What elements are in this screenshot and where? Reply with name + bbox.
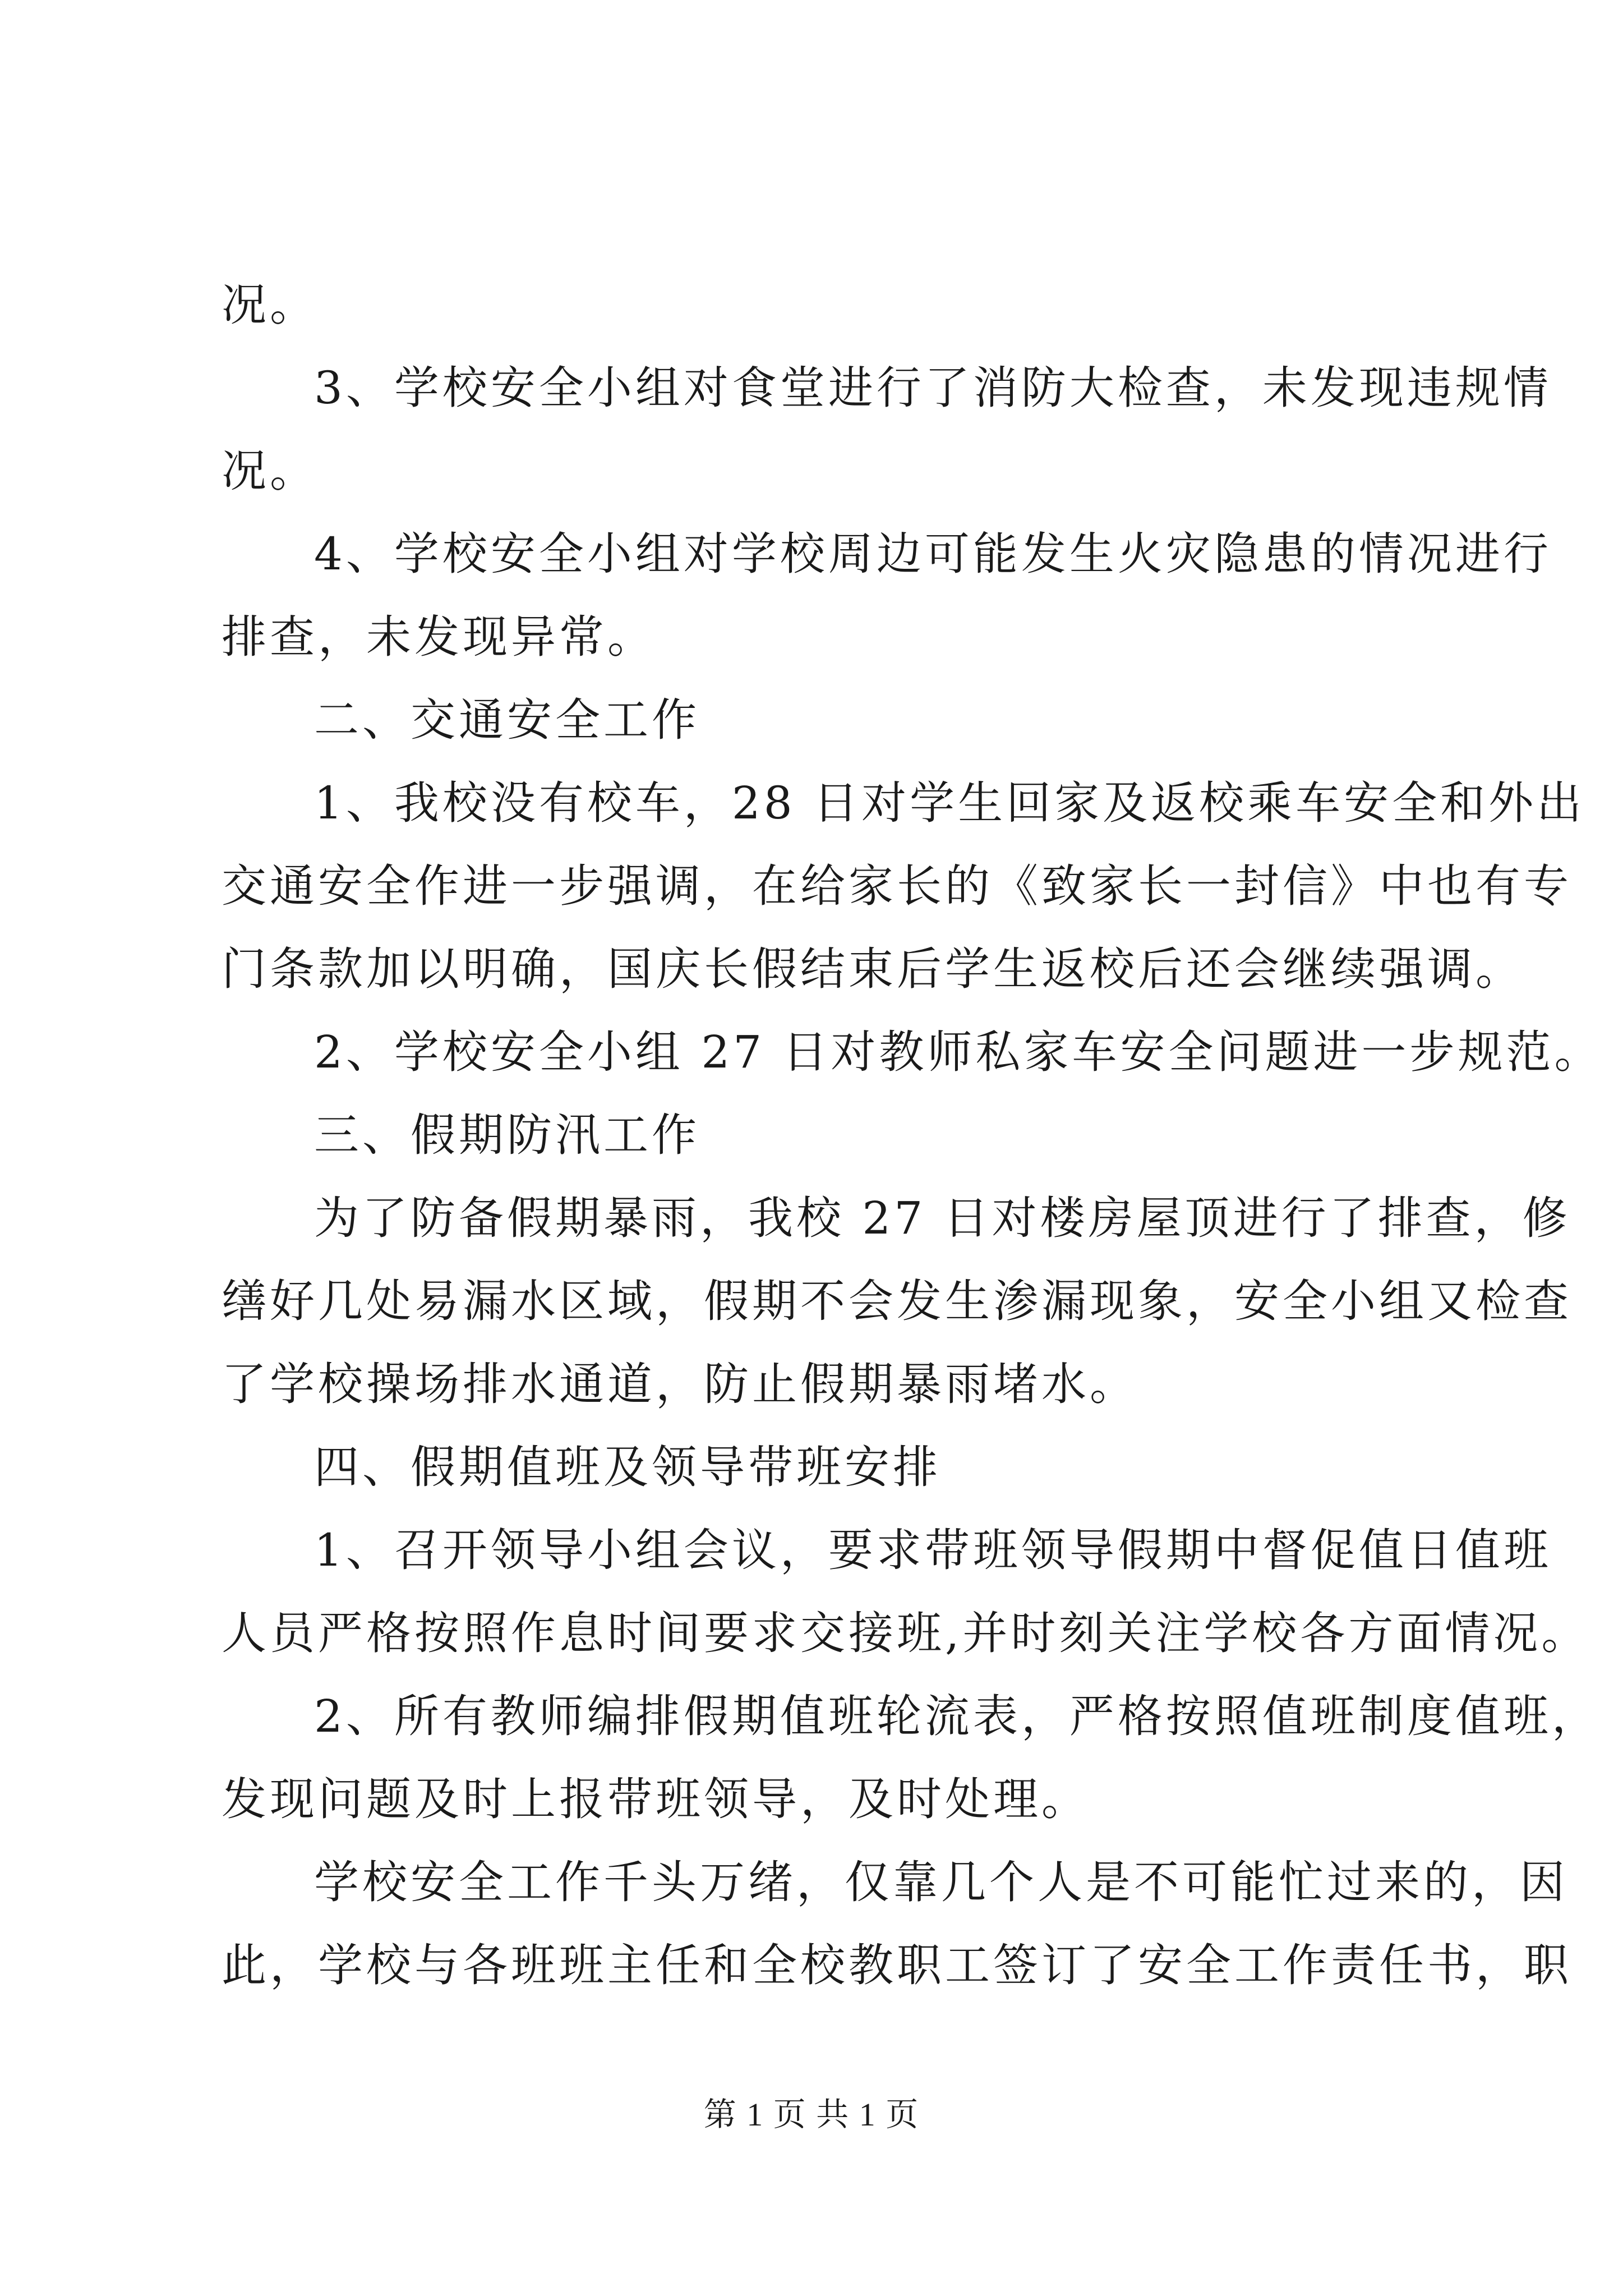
text-line: 1、我校没有校车，28 日对学生回家及返校乘车安全和外出 (314, 777, 1585, 829)
text-line: 学校安全工作千头万绪，仅靠几个人是不可能忙过来的，因 (314, 1856, 1568, 1908)
text-line: 二、交通安全工作 (314, 694, 700, 746)
text-line: 2、所有教师编排假期值班轮流表，严格按照值班制度值班， (314, 1690, 1600, 1742)
text-line: 况。 (222, 445, 318, 497)
text-line: 2、学校安全小组 27 日对教师私家车安全问题进一步规范。 (314, 1026, 1603, 1078)
text-line: 缮好几处易漏水区域，假期不会发生渗漏现象，安全小组又检查 (222, 1275, 1572, 1327)
text-line: 四、假期值班及领导带班安排 (314, 1441, 941, 1493)
text-line: 为了防备假期暴雨，我校 27 日对楼房屋顶进行了排查，修 (314, 1192, 1571, 1244)
text-line: 交通安全作进一步强调，在给家长的《致家长一封信》中也有专 (222, 860, 1572, 912)
text-line: 3、学校安全小组对食堂进行了消防大检查，未发现违规情 (314, 362, 1552, 414)
document-body (222, 264, 1603, 2007)
page-footer: 第 1 页 共 1 页 (703, 2096, 920, 2133)
text-line: 况。 (222, 279, 318, 331)
text-line: 此，学校与各班班主任和全校教职工签订了安全工作责任书，职 (222, 1939, 1572, 1991)
text-line: 发现问题及时上报带班领导，及时处理。 (222, 1773, 1090, 1825)
text-line: 人员严格按照作息时间要求交接班,并时刻关注学校各方面情况。 (222, 1607, 1590, 1659)
text-line: 4、学校安全小组对学校周边可能发生火灾隐患的情况进行 (314, 528, 1552, 580)
text-line: 1、召开领导小组会议，要求带班领导假期中督促值日值班 (314, 1524, 1552, 1576)
text-line: 门条款加以明确，国庆长假结束后学生返校后还会继续强调。 (222, 943, 1524, 995)
text-line: 了学校操场排水通道，防止假期暴雨堵水。 (222, 1358, 1138, 1410)
text-line: 三、假期防汛工作 (314, 1109, 700, 1161)
text-line: 排查，未发现异常。 (222, 611, 656, 663)
